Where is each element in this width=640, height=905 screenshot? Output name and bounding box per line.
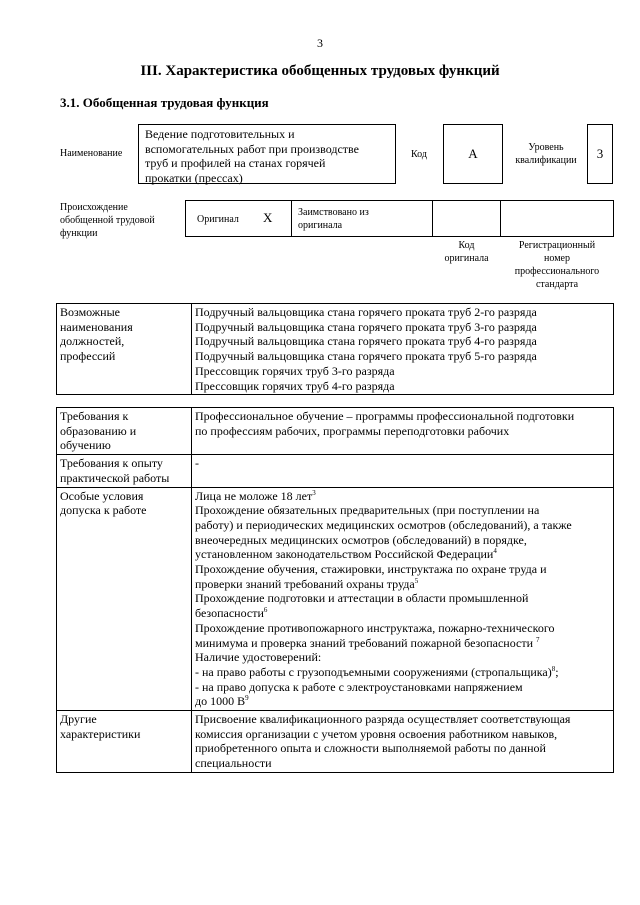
reg-number-caption: [500, 239, 614, 291]
special-line: [195, 489, 610, 504]
other-characteristics-line: комиссия организации с учетом уровня освоения работником навыков,: [195, 726, 558, 741]
position-item: Подручный вальцовщика стана горячего проката труб 3-го разряда: [195, 319, 537, 334]
special-line: [195, 650, 610, 665]
special-conditions-label-line: Особые условия: [60, 488, 144, 503]
requirements-table: [56, 407, 614, 773]
reg-number-caption-line: профессионального: [514, 266, 600, 277]
name-label: Наименование: [60, 148, 123, 159]
position-item: Прессовщик горячих труб 3-го разряда: [195, 363, 395, 378]
experience-label-line: Требования к опыту: [60, 456, 163, 471]
positions-list: [192, 304, 614, 395]
reg-number-caption-line: номер: [544, 253, 570, 264]
origin-code-caption: [432, 239, 501, 265]
origin-label-line: обобщенной трудовой: [60, 215, 155, 226]
original-mark: X: [263, 210, 273, 225]
borrowed-label: [298, 206, 369, 232]
footnote-ref: 6: [263, 606, 268, 615]
subsection-title: 3.1. Обобщенная трудовая функция: [60, 95, 269, 110]
special-conditions-row: [57, 487, 614, 711]
special-line-text: минимума и проверка знаний требований пожарной безопасности: [195, 635, 537, 650]
special-line: [195, 694, 610, 709]
special-line: [195, 680, 610, 695]
positions-row: [57, 304, 614, 395]
other-characteristics-label-line: характеристики: [60, 726, 141, 741]
special-line: [195, 503, 610, 518]
special-conditions-label-line: допуска к работе: [60, 503, 147, 518]
origin-label-line: функции: [60, 228, 98, 239]
function-name-line: вспомогательных работ при производстве: [145, 141, 359, 156]
special-line: [195, 636, 610, 651]
special-line: [195, 577, 610, 592]
special-line: [195, 621, 610, 636]
special-line: [195, 591, 610, 606]
other-characteristics-row: [57, 711, 614, 773]
code-value: A: [443, 124, 503, 184]
origin-code-caption-line: оригинала: [444, 253, 489, 264]
footnote-ref: 4: [493, 547, 497, 556]
education-label-line: образованию и: [60, 423, 137, 438]
experience-row: [57, 455, 614, 487]
education-label-line: Требования к: [60, 409, 129, 423]
page-number: 3: [317, 36, 323, 50]
function-name-line: труб и профилей на станах горячей: [145, 156, 326, 170]
special-line: [195, 562, 610, 577]
function-name-box: [138, 124, 396, 184]
special-line: [195, 533, 610, 548]
positions-label-line: Возможные: [60, 305, 120, 319]
footnote-ref: 7: [536, 635, 540, 644]
special-line-text: - на право допуска к работе с электроустановками напряжением: [195, 679, 523, 694]
special-line-text: - на право работы с грузоподъемными сооружениями (стропальщика): [195, 664, 552, 679]
special-line-text: работу) и периодических медицинских осмотров (обследований), а также: [195, 517, 572, 532]
position-item: Подручный вальцовщика стана горячего проката труб 5-го разряда: [195, 349, 537, 364]
position-item: Прессовщик горячих труб 4-го разряда: [195, 378, 395, 393]
other-characteristics-line: приобретенного опыта и сложности выполняемой работы по данной: [195, 741, 546, 756]
special-line-text: проверки знаний требований охраны труда: [195, 576, 415, 591]
reg-number-caption-line: стандарта: [535, 279, 579, 290]
reg-number-cell: [500, 200, 614, 237]
footnote-ref: 9: [245, 694, 249, 703]
borrowed-label-line: оригинала: [298, 220, 343, 231]
education-row: [57, 408, 614, 455]
function-name-line: прокатки (прессах): [145, 170, 243, 185]
code-label: Код: [411, 149, 427, 160]
education-text: [192, 408, 614, 455]
positions-label-line: должностей,: [60, 334, 125, 349]
special-line: [195, 518, 610, 533]
position-item: Подручный вальцовщика стана горячего проката труб 2-го разряда: [195, 305, 537, 319]
other-characteristics-label: [57, 711, 192, 773]
origin-label: [60, 201, 155, 240]
special-line: [195, 547, 610, 562]
special-line-text: Лица не моложе 18 лет: [195, 488, 313, 503]
positions-label-line: наименования: [60, 319, 133, 334]
origin-code-cell: [432, 200, 501, 237]
qualification-level-label-line: Уровень: [528, 142, 564, 153]
special-line-text: до 1000 В: [195, 694, 246, 709]
special-line: [195, 606, 610, 621]
qualification-level-label: [506, 141, 586, 167]
origin-label-line: Происхождение: [60, 202, 128, 213]
other-characteristics-label-line: Другие: [60, 712, 97, 727]
borrowed-label-line: Заимствовано из: [298, 207, 369, 218]
qualification-level-value: 3: [587, 124, 613, 184]
positions-label: [57, 304, 192, 395]
special-line-text: внеочередных медицинских осмотров (обследований) в порядке,: [195, 532, 527, 547]
experience-label: [57, 455, 192, 487]
positions-label-line: профессий: [60, 349, 116, 364]
special-line-text: Прохождение противопожарного инструктажа, пожарно-технического: [195, 620, 555, 635]
special-conditions-text: [192, 487, 614, 711]
education-label-line: обучению: [60, 438, 111, 453]
special-line: [195, 665, 610, 680]
special-line-tail: ;: [555, 664, 559, 679]
position-item: Подручный вальцовщика стана горячего проката труб 4-го разряда: [195, 334, 537, 349]
special-line-text: Прохождение обязательных предварительных (при поступлении на: [195, 503, 540, 518]
positions-table: [56, 303, 614, 395]
experience-value: -: [192, 455, 614, 487]
special-line-text: Прохождение обучения, стажировки, инструктажа по охране труда и: [195, 562, 547, 577]
other-characteristics-line: Присвоение квалификационного разряда осуществляет соответствующая: [195, 712, 571, 727]
special-conditions-label: [57, 487, 192, 711]
experience-label-line: практической работы: [60, 470, 170, 485]
function-name-line: Ведение подготовительных и: [145, 127, 295, 141]
other-characteristics-line: специальности: [195, 756, 272, 771]
reg-number-caption-line: Регистрационный: [518, 240, 596, 251]
qualification-level-label-line: квалификации: [515, 155, 577, 166]
origin-code-caption-line: Код: [458, 240, 475, 251]
education-text-line: по профессиям рабочих, программы переподготовки рабочих: [195, 423, 510, 438]
footnote-ref: 8: [551, 664, 556, 673]
special-line-text: установленном законодательством Российской Федерации: [195, 547, 494, 562]
footnote-ref: 3: [312, 488, 316, 497]
special-line-text: Прохождение подготовки и аттестации в области промышленной: [195, 591, 529, 606]
special-line-text: Наличие удостоверений:: [195, 650, 322, 665]
original-label: Оригинал: [197, 214, 239, 225]
education-text-line: Профессиональное обучение – программы профессиональной подготовки: [195, 409, 575, 423]
special-line-text: безопасности: [195, 606, 264, 621]
footnote-ref: 5: [414, 576, 419, 585]
section-title: III. Характеристика обобщенных трудовых функций: [140, 63, 500, 79]
other-characteristics-text: [192, 711, 614, 773]
education-label: [57, 408, 192, 455]
